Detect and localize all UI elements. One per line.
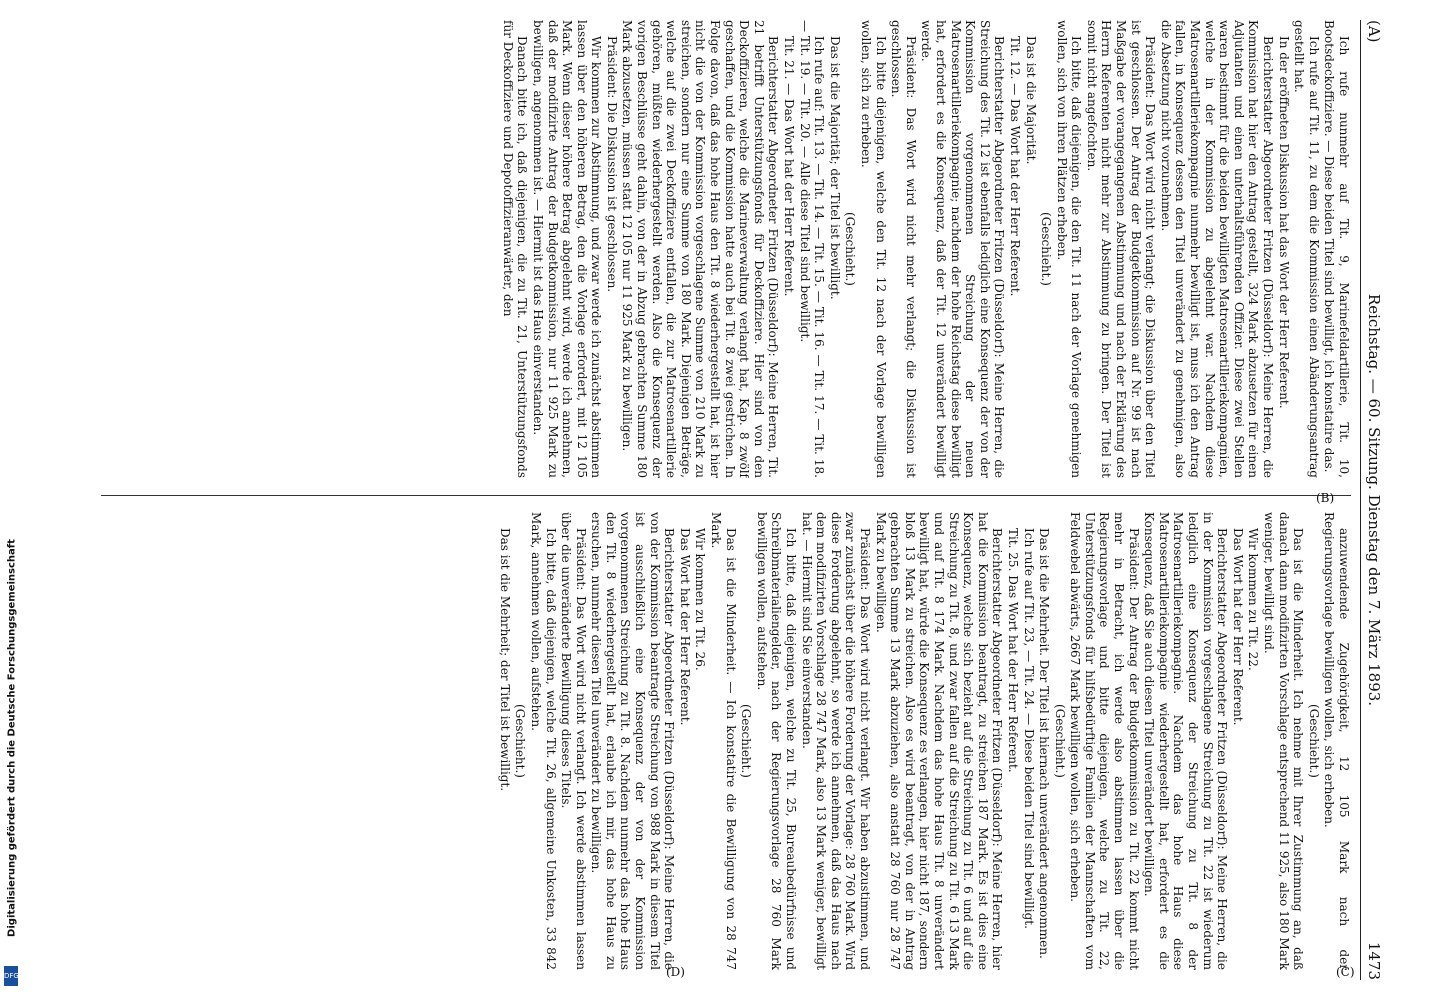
paragraph: anzuwendende Zugehörigkeit, 12 105 Mark nach der Regierungsvorlage bewilligen wollen, sich erheben. <box>1322 512 1351 970</box>
margin-marker-a: (A) <box>1365 20 1383 43</box>
paragraph: Das ist die Mehrheit. Der Titel ist hiernach unverändert angenommen. <box>1037 528 1052 959</box>
paragraph: Wir kommen zur Abstimmung, und zwar werde ich zunächst abstimmen lassen über den höheren Betrag, den die Vorlage erfordert, mit 12 105 Mark. Wenn dieser höhere Betrag abgelehnt wird, werde ich annehmen, daß der modifizirte Antrag der Budgetkommission, nur 11 925 Mark zu bewilligen, angenommen ist. — Hiermit ist das Haus einverstanden. <box>530 20 604 478</box>
paragraph: Berichterstatter Abgeordneter Fritzen (Düsseldorf): Meine Herren, die von der Kommission beantragte Streichung von 988 Mark in diesem Titel ist ausschließlich eine Konsequenz der von der Kommission vorgenommenen Streichung zu Tit. 8. Nachdem nunmehr das hohe Haus den Tit. 8 wiederhergestellt hat, erlaube ich mir, das hohe Haus zu ersuchen, nunmehr diesen Titel unverändert zu bewilligen. <box>589 512 677 970</box>
paragraph: Berichterstatter Abgeordneter Fritzen (Düsseldorf): Meine Herren, Tit. 21 betrifft Unterstützungsfonds für Deckoffiziere. Hier sind von den Deckoffizieren, welche die Marineverwaltung verlangt hat, Kap. 8 zwölf geschaffen, und die Kommission hatte auch bei Tit. 8 zwei gestrichen. In Folge davon, daß das hohe Haus den Tit. 8 wiederhergestellt hat, ist hier nicht die von der Kommission vorgeschlagene Summe von 210 Mark zu streichen, sondern nur eine Summe von 180 Mark. Diejenigen Beträge, welche auf die zwei Deckoffiziere entfallen, die zur Matrosenartillerie gehören, müßten wiederhergestellt werden. Also die Konsequenz der vorigen Beschlüsse geht dahin, von der in Abzug gebrachten Summe 180 Mark abzusetzen, müssen statt 12 105 nur 11 925 Mark zu bewilligen. <box>620 20 781 478</box>
paragraph: Präsident: Das Wort wird nicht verlangt. Wir haben abzustimmen, und zwar zunächst über die höhere Forderung der Vorlage: 28 760 Mark. Wird diese Forderung abgelehnt, so werde ich annehmen, daß das Haus nach dem modifizirten Vorschlage 28 747 Mark, also 13 Mark weniger, bewilligt hat. — Hiermit sind Sie einverstanden. <box>799 512 872 970</box>
paragraph: (Geschieht.) <box>1039 212 1054 286</box>
paragraph: Tit. 21. — Das Wort hat der Herr Referent. <box>782 36 797 297</box>
paragraph: (Geschieht.) <box>843 212 858 286</box>
margin-marker-b: (B) <box>1316 491 1335 505</box>
paragraph: Berichterstatter Abgeordneter Fritzen (Düsseldorf): Meine Herren, die in der Kommission vorgeschlagene Streichung zu Tit. 22 ist wiederum lediglich eine Konsequenz der Streichung zu Tit. 8 der Matrosenartilleriekompagnie. Nachdem das hohe Haus diese Matrosenartilleriekompagnie wiederhergestellt hat, erfordert es die Konsequenz, daß Sie auch diesen Titel unverändert bewilligen. <box>1142 512 1230 970</box>
margin-marker-c: (C) <box>1336 965 1355 979</box>
rotated-page <box>85 20 1385 980</box>
paragraph: Ich rufe auf: Tit. 13. — Tit. 14. — Tit. 15. — Tit. 16. — Tit. 17. — Tit. 18. — Tit. 19. — Tit. 20. — Alle diese Titel sind bewilligt. <box>797 20 827 478</box>
header-rule <box>1360 20 1361 980</box>
paragraph: Wir kommen zu Tit. 22. <box>1246 528 1261 671</box>
paragraph: Das ist die Minderheit. — Ich konstatire die Bewilligung von 28 747 Mark. <box>709 512 738 970</box>
dfg-logo: DFG <box>4 966 18 986</box>
paragraph: Ich bitte, daß diejenigen, welche zu Tit. 25, Bureaubedürfnisse und Schreibmaterialiengelder, nach der Regierungsvorlage 28 760 Mark bewilligen wollen, aufstehen. <box>754 512 799 970</box>
paragraph: Präsident: Das Wort wird nicht mehr verlangt; die Diskussion ist geschlossen. <box>889 20 918 478</box>
paragraph: Danach bitte ich, daß diejenigen, die zu Tit. 21, Unterstützungsfonds für Deckoffiziere und Depotoffizieranwärter, den <box>500 20 530 478</box>
paragraph: Berichterstatter Abgeordneter Fritzen (Düsseldorf): Meine Herren, die Kommission hat hier den Antrag gestellt, 324 Mark abzusetzen für einen Adjutanten und einen unterhaltsführenden Offizier. Diese zwei Stellen waren bestimmt für die beiden bewilligten Matrosenartilleriekompagnien, welche in der Kommission zu abgelehnt war. Nachdem diese Matrosenartilleriekompagnie nunmehr bewilligt ist, muss ich den Antrag fallen, in Konsequenz dessen den Titel unverändert zu genehmigen, also die Absetzung nicht vorzunehmen. <box>1158 20 1276 478</box>
paragraph: Wir kommen zu Tit. 26. <box>693 528 708 671</box>
margin-marker-d: (D) <box>666 965 685 979</box>
paragraph: Ich bitte diejenigen, welche den Tit. 12 nach der Vorlage bewilligen wollen, sich zu erheben. <box>859 20 888 478</box>
paragraph: Ich bitte, daß diejenigen, welche Tit. 26, allgemeine Unkosten, 33 842 Mark, annehmen wollen, aufstehen. <box>528 512 558 970</box>
paragraph: Präsident: Das Wort wird nicht verlangt; die Diskussion über den Titel ist geschlossen. Der Antrag der Budgetkommission auf Nr. 99 ist nach Maßgabe der vorangegangenen Abstimmung und nach der Erklärung des Herrn Referenten nicht mehr zur Abstimmung zu bringen. Der Titel ist somit nicht angefochten. <box>1084 20 1158 478</box>
column-divider <box>101 495 1351 496</box>
paragraph: Berichterstatter Abgeordneter Fritzen (Düsseldorf): Meine Herren, hier hat die Kommission beantragt, zu streichen 187 Mark. Es ist dies eine Konsequenz, welche sich bezieht auf die Streichung zu Tit. 6 und auf die Streichung zu Tit. 8, und zwar fallen auf die Streichung zu Tit. 6 13 Mark und auf Tit. 8 174 Mark. Nachdem das hohe Haus Tit. 8 unverändert bewilligt hat, würde die Konsequenz es verlangen, hier nicht 187, sondern bloß 13 Mark zu streichen. Also es wird beantragt, von der in Antrag gebrachten Summe 13 Mark abzuziehen, also anstatt 28 760 nur 28 747 Mark zu bewilligen. <box>873 512 1005 970</box>
paragraph: (Geschieht.) <box>513 704 528 778</box>
paragraph: Ich rufe nunmehr auf Tit. 9, Marinefeldartillerie, Tit. 10, Bootsdeckoffiziere. — Diese beiden Titel sind bewilligt, ich konstatire das. <box>1322 20 1351 478</box>
paragraph: In der eröffneten Diskussion hat das Wort der Herr Referent. <box>1276 36 1291 409</box>
paragraph: Tit. 12. — Das Wort hat der Herr Referent. <box>1007 36 1022 297</box>
paragraph: Berichterstatter Abgeordneter Fritzen (Düsseldorf): Meine Herren, die Streichung des Tit. 12 ist ebenfalls lediglich eine Konsequenz der von der Kommission vorgenommenen Streichung der neuen Matrosenartilleriekompagnie; nachdem der hohe Reichstag diese bewilligt hat, erfordert es die Konsequenz, daß der Tit. 12 unverändert bewilligt werde. <box>919 20 1007 478</box>
paragraph: Das ist die Minderheit. Ich nehme mit Ihrer Zustimmung an, daß danach dann modifizirten Vorschlage entsprechend 11 925, also 180 Mark weniger, bewilligt sind. <box>1262 512 1306 970</box>
paragraph: Das Wort hat der Herr Referent. <box>677 528 692 726</box>
paragraph: (Geschieht.) <box>1052 704 1067 778</box>
credit-text: Digitalisierung gefördert durch die Deutsche Forschungsgemeinschaft <box>6 539 18 937</box>
paragraph: Präsident: Die Diskussion ist geschlossen. <box>604 36 619 293</box>
page-title: Reichstag. — 60. Sitzung. Dienstag den 7. März 1893. <box>1365 293 1383 707</box>
paragraph: Das ist die Mehrheit; der Titel ist bewilligt. <box>497 528 512 792</box>
paragraph: Ich rufe auf Tit. 23, — Tit. 24. — Diese beiden Titel sind bewilligt. <box>1021 528 1036 929</box>
footer-credit <box>2 488 22 988</box>
paragraph: Ich rufe auf Tit. 11, zu dem die Kommission einen Abänderungsantrag gestellt hat. <box>1292 20 1321 478</box>
page-number: 1473 <box>1365 941 1383 980</box>
right-column <box>91 512 1351 970</box>
paragraph: Präsident: Das Wort wird nicht verlangt. Ich werde abstimmen lassen über die unveränderte Bewilligung dieses Titels. <box>559 512 588 970</box>
paragraph: Tit. 25. Das Wort hat der Herr Referent. <box>1005 528 1020 773</box>
page-header <box>1363 20 1385 980</box>
paragraph: Das ist die Majorität; der Titel ist bewilligt. <box>827 36 842 300</box>
paragraph: (Geschieht.) <box>1306 704 1321 778</box>
paragraph: Präsident: Der Antrag der Budgetkommission zu Tit. 22 kommt nicht mehr in Betracht, ich werde also abstimmen lassen über die Regierungsvorlage und bitte diejenigen, welche zu Tit. 22, Unterstützungsfonds für hilfsbedürftige Familien der Mannschaften vom Feldwebel abwärts, 2667 Mark bewilligen wollen, sich erheben. <box>1068 512 1141 970</box>
paragraph: Das ist die Majorität. <box>1023 36 1038 165</box>
paragraph: (Geschieht.) <box>739 704 754 778</box>
left-column <box>91 20 1351 478</box>
paragraph: Das Wort hat der Herr Referent. <box>1230 528 1245 726</box>
paragraph: Ich bitte, daß diejenigen, die den Tit. 11 nach der Vorlage genehmigen wollen, sich von ihren Plätzen erheben. <box>1054 20 1084 478</box>
